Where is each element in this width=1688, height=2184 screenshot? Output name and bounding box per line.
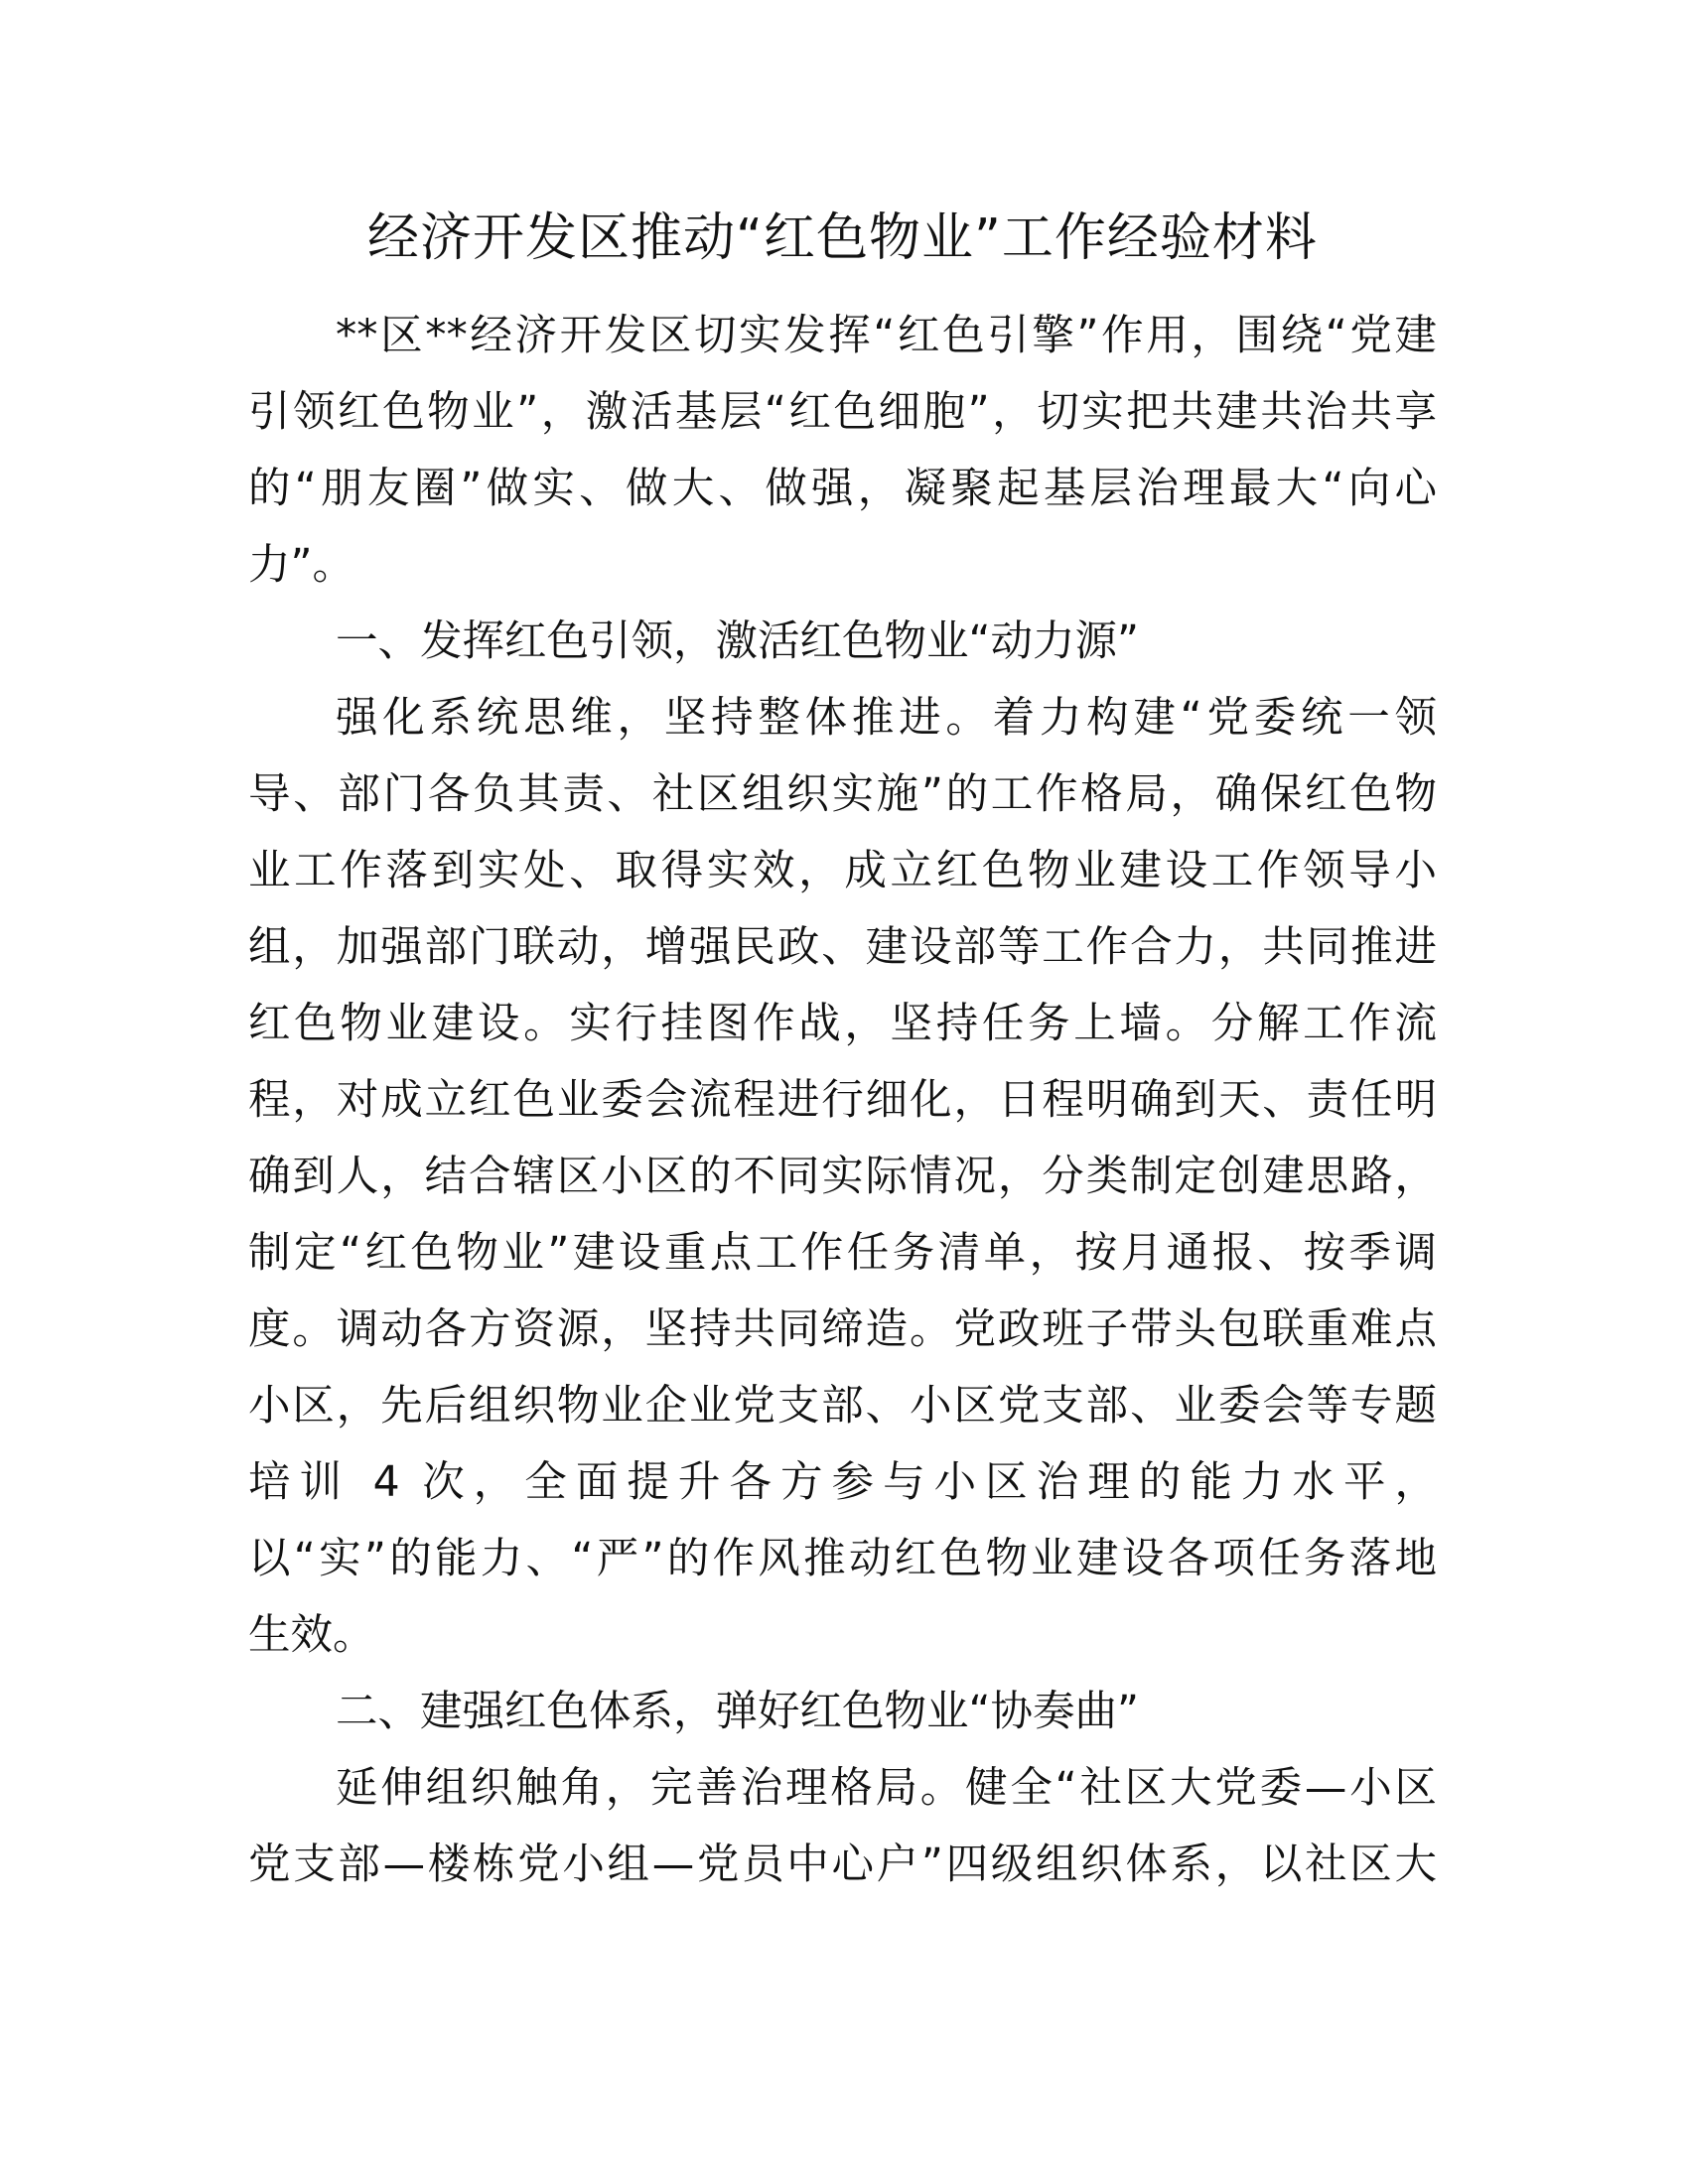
document-body — [248, 298, 1437, 1903]
text-line: 程，对成立红色业委会流程进行细化，日程明确到天、责任明 — [248, 1076, 1437, 1125]
section-heading-1 — [248, 604, 1437, 680]
section-2-paragraph — [248, 1750, 1437, 1903]
heading-text: 一、发挥红色引领，激活红色物业“动力源” — [336, 617, 1140, 666]
text-line: 党支部—楼栋党小组—党员中心户”四级组织体系，以社区大 — [248, 1841, 1437, 1889]
heading-text: 二、建强红色体系，弹好红色物业“协奏曲” — [336, 1688, 1140, 1736]
text-line: **区**经济开发区切实发挥“红色引擎”作用，围绕“党建 — [336, 312, 1437, 360]
text-line: 导、部门各负其责、社区组织实施”的工作格局，确保红色物 — [248, 770, 1437, 819]
section-1-paragraph — [248, 680, 1437, 1674]
text-line: 培训 4 次，全面提升各方参与小区治理的能力水平， — [248, 1458, 1437, 1507]
text-line: 力”。 — [248, 541, 355, 590]
document-title: 经济开发区推动“红色物业”工作经验材料 — [367, 208, 1318, 268]
text-line: 制定“红色物业”建设重点工作任务清单，按月通报、按季调 — [248, 1229, 1437, 1278]
text-line: 引领红色物业”，激活基层“红色细胞”，切实把共建共治共享 — [248, 388, 1437, 437]
text-line: 强化系统思维，坚持整体推进。着力构建“党委统一领 — [336, 694, 1437, 743]
text-line: 生效。 — [248, 1611, 375, 1660]
section-heading-2 — [248, 1674, 1437, 1750]
text-line: 确到人，结合辖区小区的不同实际情况，分类制定创建思路， — [248, 1153, 1437, 1201]
text-line: 延伸组织触角，完善治理格局。健全“社区大党委—小区 — [336, 1764, 1437, 1813]
text-line: 小区，先后组织物业企业党支部、小区党支部、业委会等专题 — [248, 1382, 1437, 1431]
text-line: 组，加强部门联动，增强民政、建设部等工作合力，共同推进 — [248, 923, 1437, 972]
intro-paragraph — [248, 298, 1437, 604]
text-line: 业工作落到实处、取得实效，成立红色物业建设工作领导小 — [248, 847, 1437, 895]
text-line: 以“实”的能力、“严”的作风推动红色物业建设各项任务落地 — [248, 1535, 1437, 1583]
text-line: 红色物业建设。实行挂图作战，坚持任务上墙。分解工作流 — [248, 1000, 1437, 1048]
text-line: 的“朋友圈”做实、做大、做强，凝聚起基层治理最大“向心 — [248, 465, 1437, 513]
text-line: 度。调动各方资源，坚持共同缔造。党政班子带头包联重难点 — [248, 1305, 1437, 1354]
